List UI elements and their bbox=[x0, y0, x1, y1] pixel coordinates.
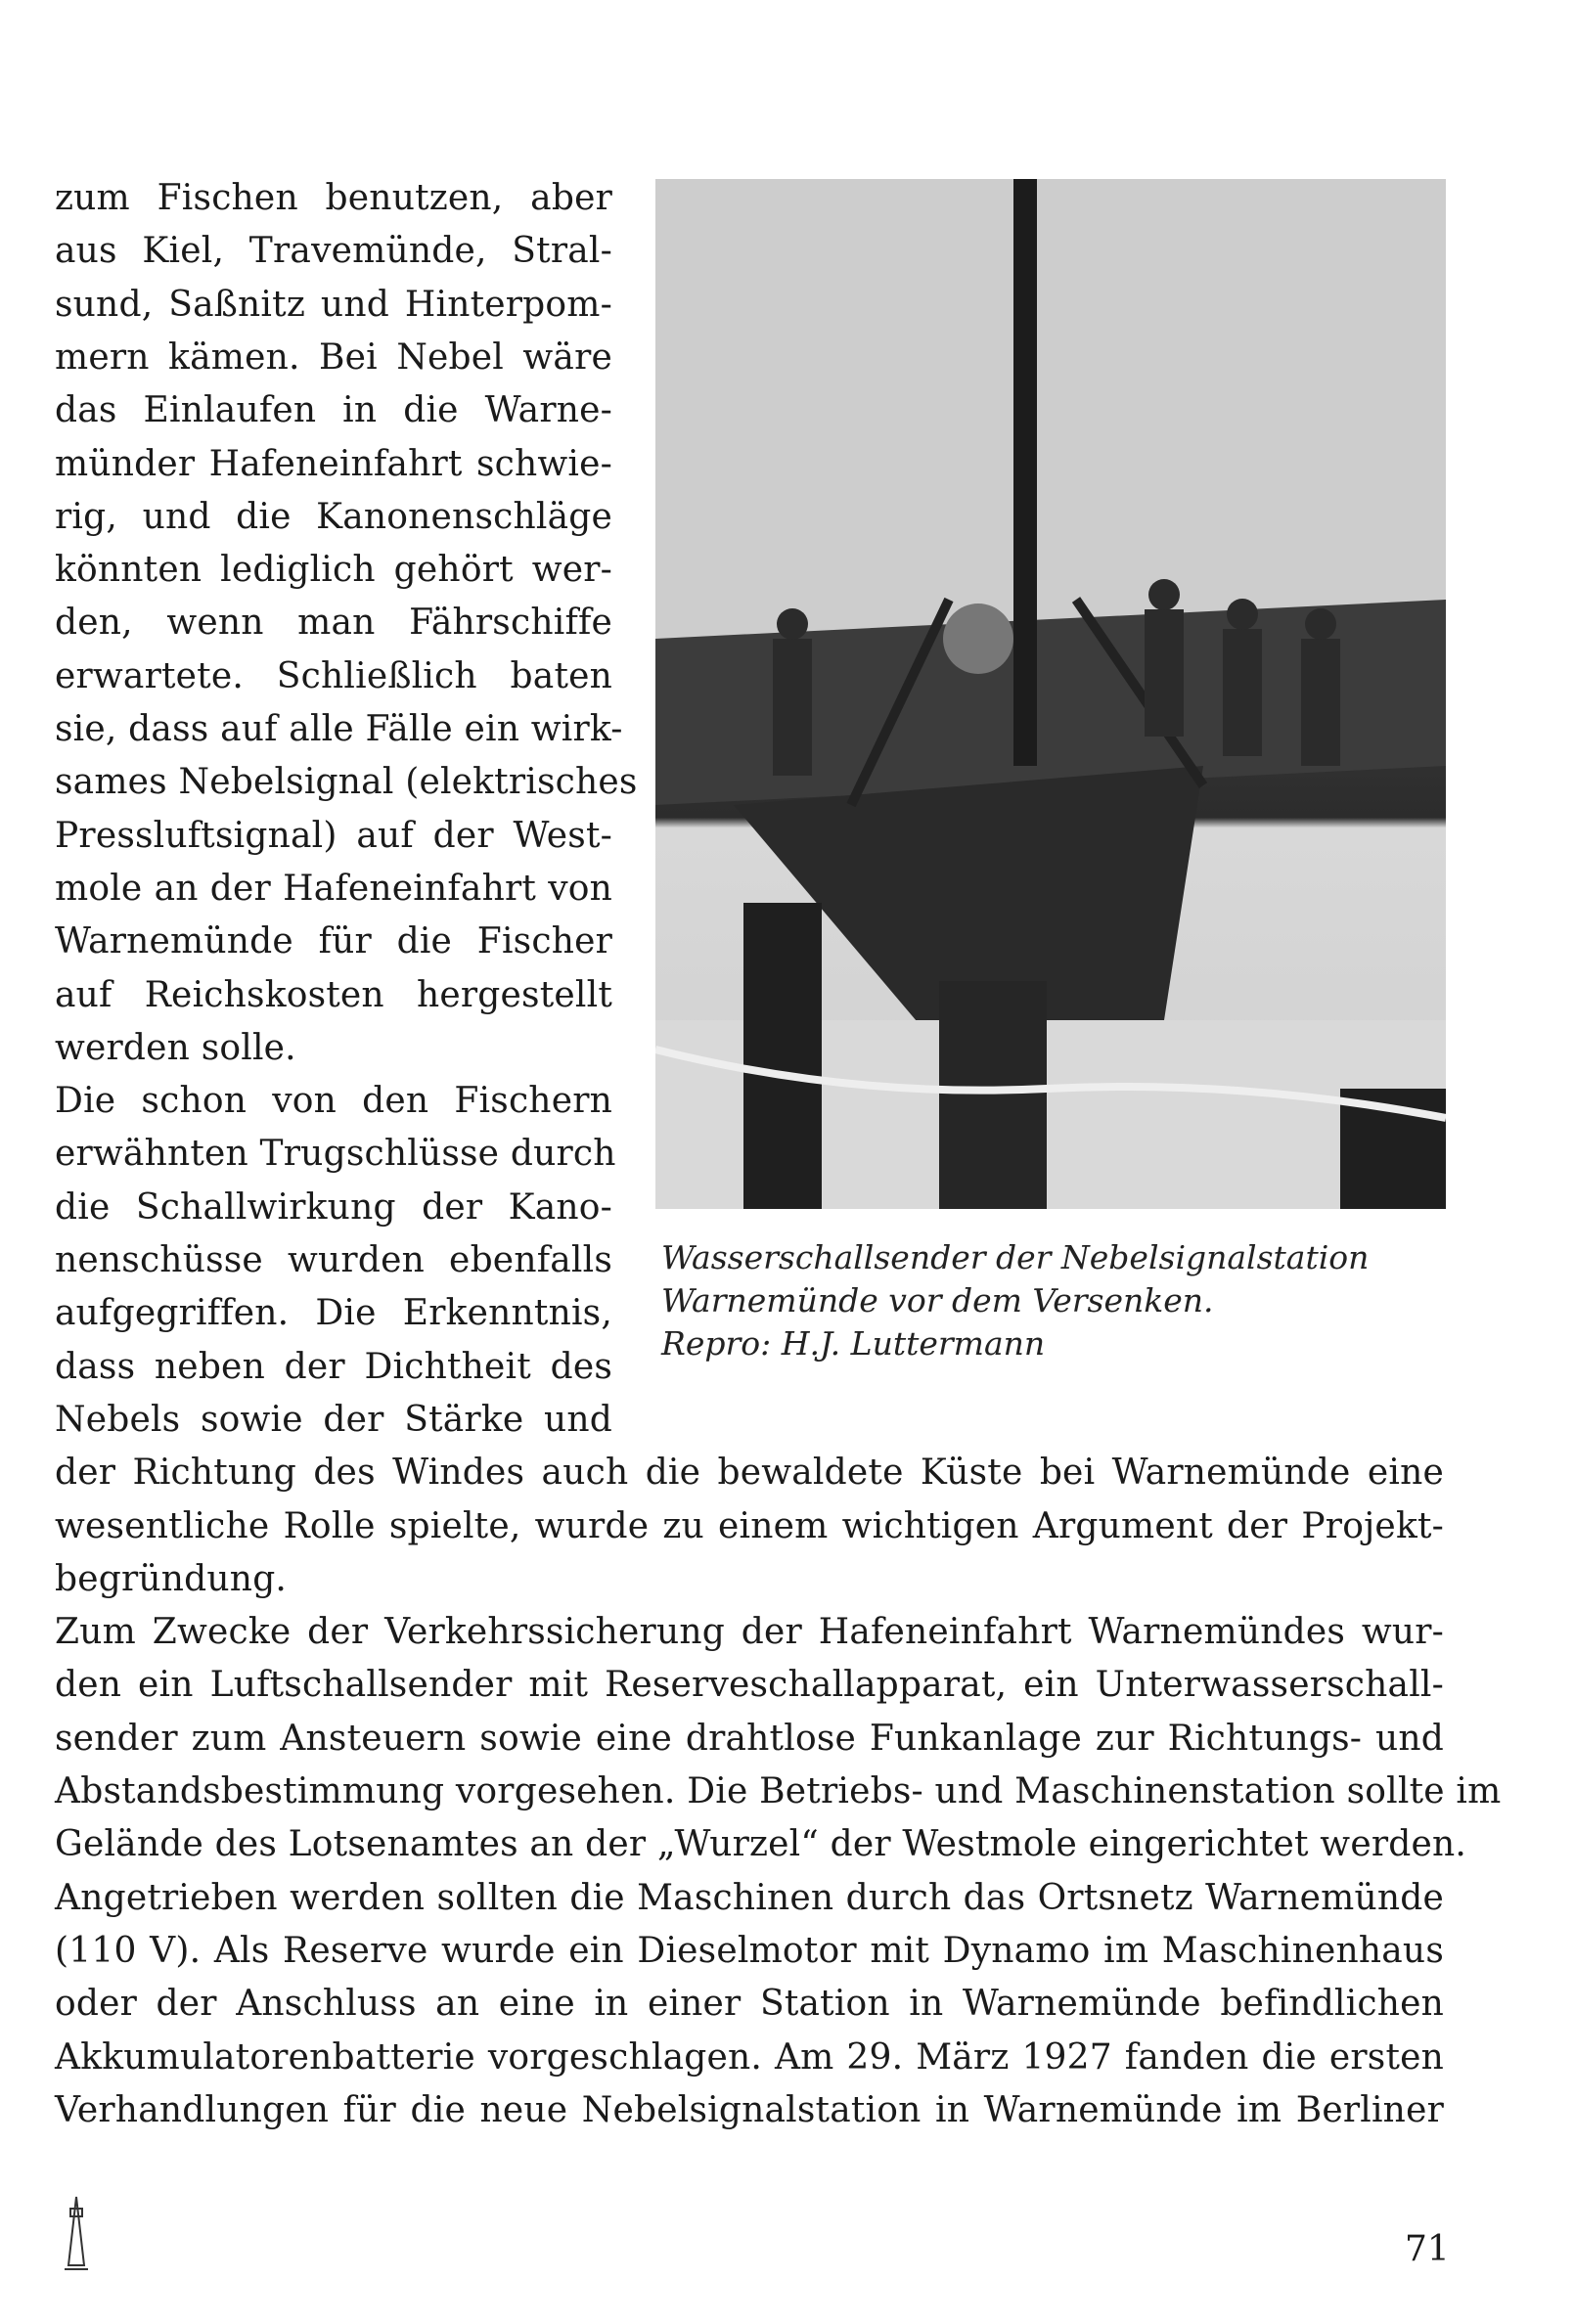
caption-line: Repro: H.J. Luttermann bbox=[661, 1324, 1046, 1363]
column-text-line: das Einlaufen in die Warne- bbox=[55, 390, 612, 431]
full-text-line: begründung. bbox=[55, 1558, 288, 1599]
full-text-line: (110 V). Als Reserve wurde ein Dieselmotor mit Dynamo im Maschinenhaus bbox=[55, 1930, 1444, 1971]
column-text-line: mern kämen. Bei Nebel wäre bbox=[55, 336, 612, 378]
full-text-line: sender zum Ansteuern sowie eine drahtlose Funkanlage zur Richtungs- und bbox=[55, 1718, 1444, 1759]
column-text-line: münder Hafeneinfahrt schwie- bbox=[55, 443, 612, 484]
column-text-line: werden solle. bbox=[55, 1027, 296, 1068]
column-text-line: die Schallwirkung der Kano- bbox=[55, 1186, 612, 1228]
historic-photo bbox=[655, 179, 1446, 1209]
full-text-line: Gelände des Lotsenamtes an der „Wurzel“ der Westmole eingerichtet werden. bbox=[55, 1824, 1467, 1865]
column-text-line: auf Reichskosten hergestellt bbox=[55, 974, 612, 1015]
column-text-line: zum Fischen benutzen, aber bbox=[55, 178, 612, 218]
full-text-line: der Richtung des Windes auch die bewaldete Küste bei Warnemünde eine bbox=[55, 1452, 1444, 1494]
full-text-line: den ein Luftschallsender mit Reserveschallapparat, ein Unterwasserschall- bbox=[55, 1665, 1444, 1706]
column-text-line: aufgegriffen. Die Erkenntnis, bbox=[55, 1293, 612, 1334]
column-text-line: Pressluftsignal) auf der West- bbox=[55, 815, 612, 856]
photo-illustration bbox=[655, 179, 1446, 1209]
column-text-line: aus Kiel, Travemünde, Stral- bbox=[55, 231, 612, 272]
column-text-line: den, wenn man Fährschiffe bbox=[55, 603, 612, 644]
column-text-line: könnten lediglich gehört wer- bbox=[55, 550, 612, 591]
column-text-line: sie, dass auf alle Fälle ein wirk- bbox=[55, 709, 623, 749]
full-text-line: Verhandlungen für die neue Nebelsignalstation in Warnemünde im Berliner bbox=[55, 2089, 1444, 2130]
full-text-line: oder der Anschluss an eine in einer Station in Warnemünde befindlichen bbox=[55, 1984, 1444, 2025]
full-text-line: wesentliche Rolle spielte, wurde zu einem wichtigen Argument der Projekt- bbox=[55, 1505, 1444, 1546]
caption-line: Wasserschallsender der Nebelsignalstation bbox=[661, 1238, 1370, 1276]
column-text-line: Die schon von den Fischern bbox=[55, 1081, 612, 1122]
column-text-line: sund, Saßnitz und Hinterpom- bbox=[55, 284, 612, 325]
column-text-line: erwähnten Trugschlüsse durch bbox=[55, 1134, 616, 1175]
column-text-line: nenschüsse wurden ebenfalls bbox=[55, 1240, 612, 1280]
page-number: 71 bbox=[1405, 2229, 1450, 2269]
column-text-line: Warnemünde für die Fischer bbox=[55, 921, 612, 962]
column-text-line: erwartete. Schließlich baten bbox=[55, 655, 612, 696]
column-text-line: rig, und die Kanonenschläge bbox=[55, 496, 612, 537]
lighthouse-emblem-icon bbox=[55, 2191, 98, 2275]
column-text-line: Nebels sowie der Stärke und bbox=[55, 1399, 612, 1440]
full-text-line: Zum Zwecke der Verkehrssicherung der Hafeneinfahrt Warnemündes wur- bbox=[55, 1612, 1444, 1653]
full-text-line: Angetrieben werden sollten die Maschinen durch das Ortsnetz Warnemünde bbox=[55, 1877, 1444, 1918]
full-text-line: Abstandsbestimmung vorgesehen. Die Betriebs- und Maschinenstation sollte im bbox=[55, 1771, 1502, 1811]
caption-line: Warnemünde vor dem Versenken. bbox=[661, 1281, 1214, 1319]
column-text-line: mole an der Hafeneinfahrt von bbox=[55, 868, 612, 909]
full-text-line: Akkumulatorenbatterie vorgeschlagen. Am 29. März 1927 fanden die ersten bbox=[55, 2036, 1444, 2078]
column-text-line: dass neben der Dichtheit des bbox=[55, 1346, 612, 1387]
column-text-line: sames Nebelsignal (elektrisches bbox=[55, 762, 638, 803]
